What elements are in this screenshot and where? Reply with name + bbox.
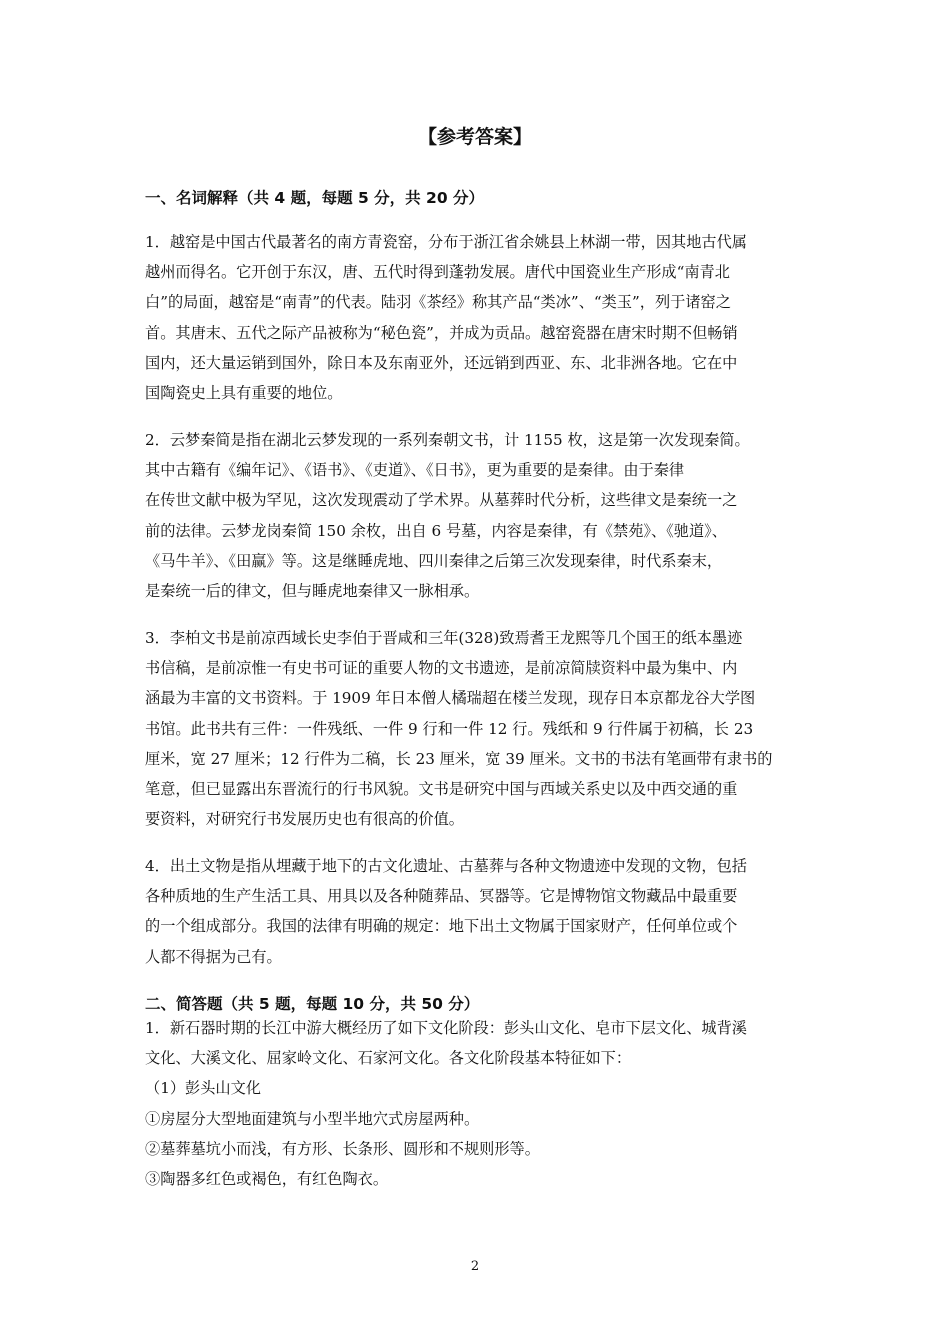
text-line: 2．云梦秦简是指在湖北云梦发现的一系列秦朝文书，计 1155 枚，这是第一次发现秦简。	[145, 431, 750, 449]
glossary-item-4	[145, 851, 815, 972]
text-line: 国内，还大量运销到国外，除日本及东南亚外，还远销到西亚、东、北非洲各地。它在中	[145, 353, 738, 372]
text-line: 其中古籍有《编年记》、《语书》、《吏道》、《日书》，更为重要的是秦律。由于秦律	[145, 461, 685, 480]
text-line: 各种质地的生产生活工具、用具以及各种随葬品、冥器等。它是博物馆文物藏品中最重要	[145, 887, 738, 906]
text-line: （1）彭头山文化	[145, 1079, 261, 1098]
text-line: 首。其唐末、五代之际产品被称为“秘色瓷”，并成为贡品。越窑瓷器在唐宋时期不但畅销	[145, 323, 738, 342]
text-line: 白”的局面，越窑是“南青”的代表。陆羽《茶经》称其产品“类冰”、“类玉”，列于诸窑之	[145, 293, 731, 312]
text-line: 书馆。此书共有三件：一件残纸、一件 9 行和一件 12 行。残纸和 9 行件属于初稿，长 23	[145, 719, 754, 738]
short-answer-item-1	[145, 1013, 815, 1194]
section-heading-glossary: 一、名词解释（共 4 题，每题 5 分，共 20 分）	[145, 189, 485, 207]
text-line: 前的法律。云梦龙岗秦简 150 余枚，出自 6 号墓，内容是秦律，有《禁苑》、《驰道》、	[145, 521, 727, 540]
text-line: 1．新石器时期的长江中游大概经历了如下文化阶段：彭头山文化、皂市下层文化、城背溪	[145, 1019, 747, 1037]
text-line: 国陶瓷史上具有重要的地位。	[145, 384, 343, 403]
page-number: 2	[470, 1259, 480, 1274]
text-line: 要资料，对研究行书发展历史也有很高的价值。	[145, 810, 464, 829]
section-heading-short-answer: 二、简答题（共 5 题，每题 10 分，共 50 分）	[145, 995, 480, 1013]
text-line: 在传世文献中极为罕见，这次发现震动了学术界。从墓葬时代分析，这些律文是秦统一之	[145, 491, 738, 510]
text-line: 书信稿，是前凉惟一有史书可证的重要人物的文书遗迹，是前凉简牍资料中最为集中、内	[145, 659, 738, 678]
glossary-item-3	[145, 623, 815, 834]
text-line: 笔意，但已显露出东晋流行的行书风貌。文书是研究中国与西域关系史以及中西交通的重	[145, 780, 738, 799]
text-line: 1．越窑是中国古代最著名的南方青瓷窑，分布于浙江省余姚县上林湖一带，因其地古代属	[145, 233, 747, 251]
page-title: 【参考答案】	[417, 126, 532, 148]
text-line: 涵最为丰富的文书资料。于 1909 年日本僧人橘瑞超在楼兰发现，现存日本京都龙谷大学图	[145, 689, 756, 708]
text-line: 的一个组成部分。我国的法律有明确的规定：地下出土文物属于国家财产，任何单位或个	[145, 917, 738, 936]
text-line: 《马牛羊》、《田赢》等。这是继睡虎地、四川秦律之后第三次发现秦律，时代系秦末，	[145, 551, 723, 570]
text-line: 3．李柏文书是前凉西域长史李伯于晋咸和三年(328)致焉耆王龙熙等几个国王的纸本墨迹	[145, 629, 743, 647]
text-line: ②墓葬墓坑小而浅，有方形、长条形、圆形和不规则形等。	[145, 1139, 540, 1158]
text-line: 越州而得名。它开创于东汉，唐、五代时得到蓬勃发展。唐代中国瓷业生产形成“南青北	[145, 263, 730, 282]
text-line: ①房屋分大型地面建筑与小型半地穴式房屋两种。	[145, 1109, 480, 1128]
text-line: ③陶器多红色或褐色，有红色陶衣。	[145, 1170, 388, 1189]
text-line: 是秦统一后的律文，但与睡虎地秦律又一脉相承。	[145, 582, 480, 601]
text-line: 4．出土文物是指从埋藏于地下的古文化遗址、古墓葬与各种文物遗迹中发现的文物，包括	[145, 857, 747, 875]
glossary-item-2	[145, 425, 815, 606]
glossary-item-1	[145, 227, 815, 408]
text-line: 人都不得据为己有。	[145, 947, 282, 966]
text-line: 文化、大溪文化、屈家岭文化、石家河文化。各文化阶段基本特征如下：	[145, 1049, 631, 1068]
text-line: 厘米，宽 27 厘米；12 行件为二稿，长 23 厘米，宽 39 厘米。文书的书法有笔画带有隶书的	[145, 749, 773, 768]
